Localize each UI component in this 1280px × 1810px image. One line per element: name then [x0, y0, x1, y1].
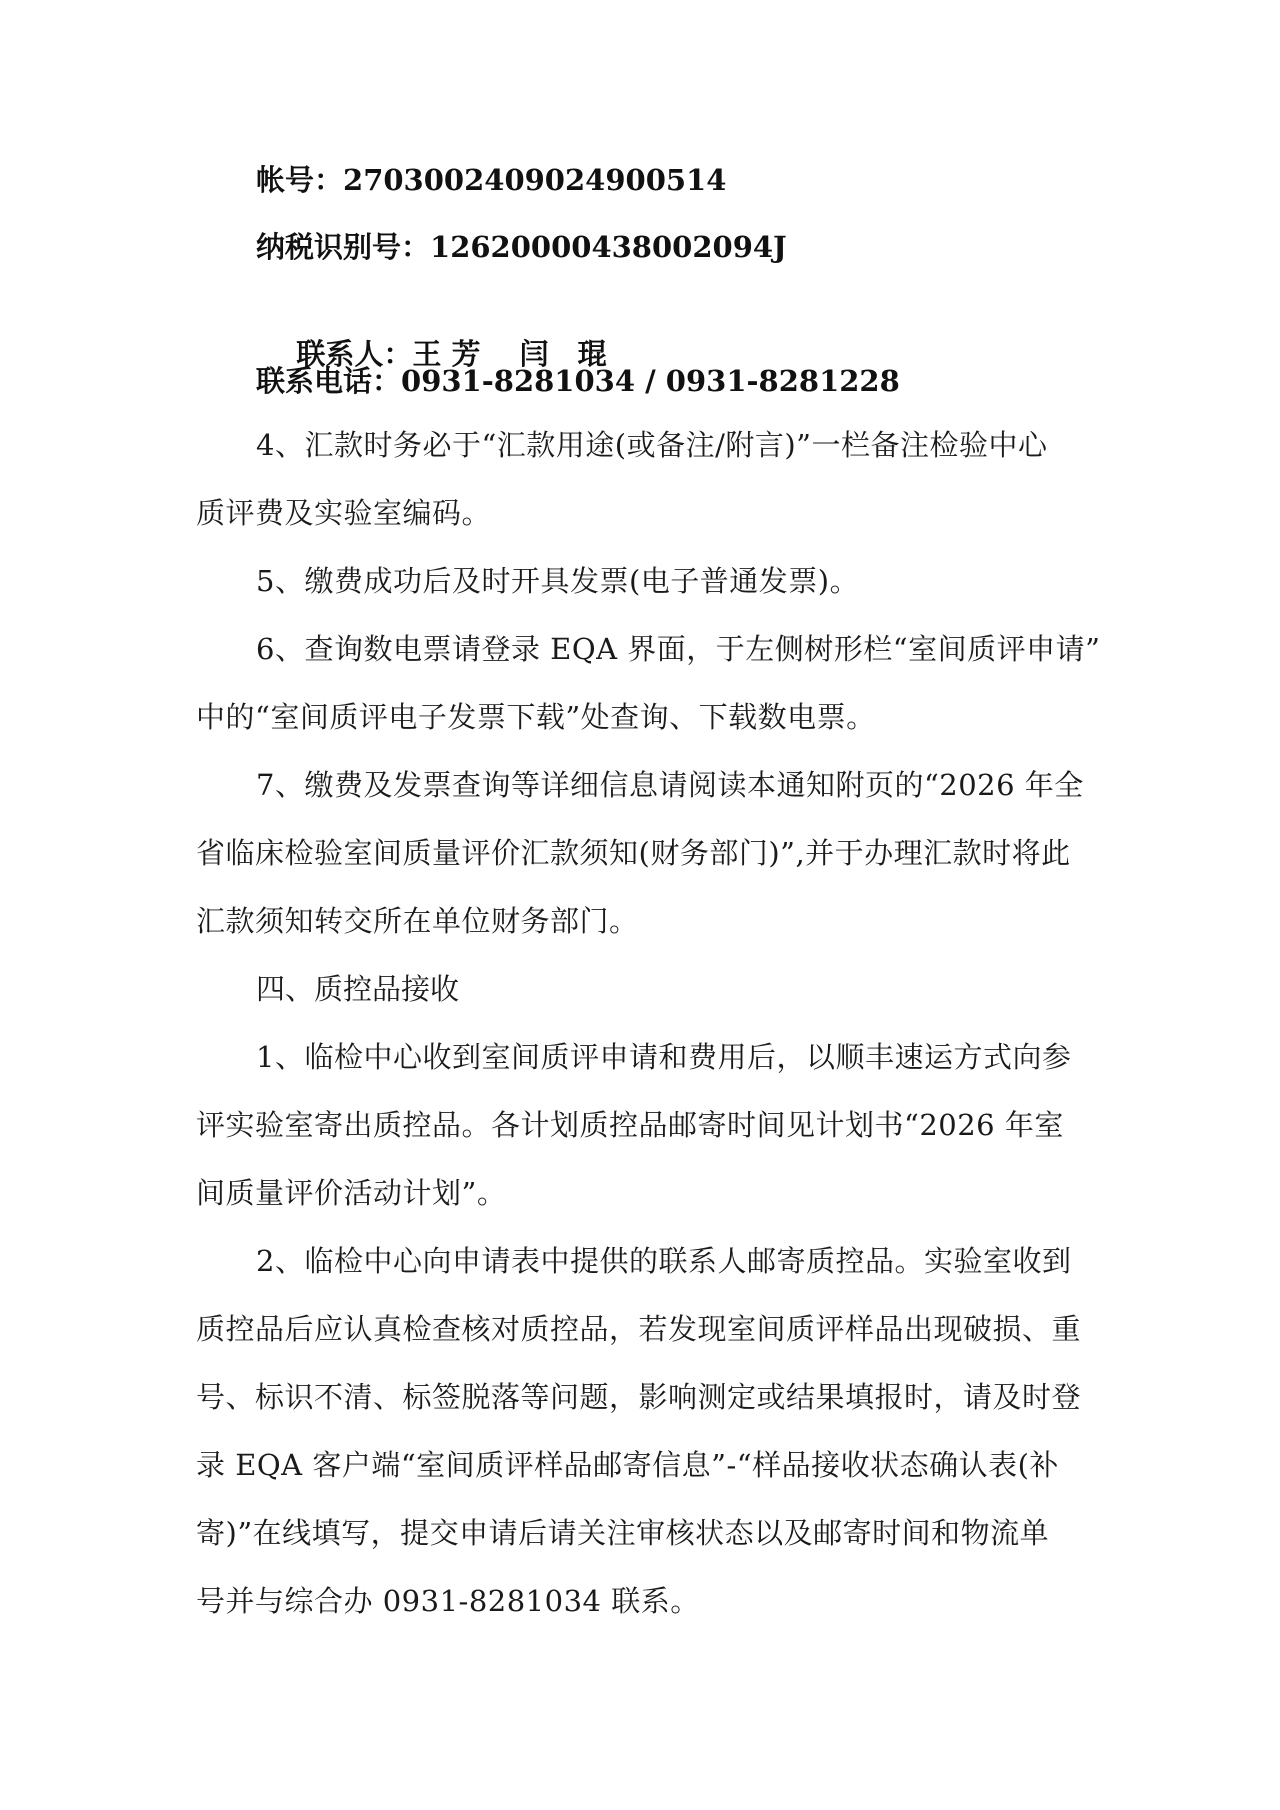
section-4-p2-line-6: 号并与综合办 0931-8281034 联系。 [196, 1584, 700, 1618]
item-4-line-1: 4、汇款时务必于“汇款用途(或备注/附言)”一栏备注检验中心 [256, 428, 1048, 462]
section-4-paragraph-2 [196, 1227, 1096, 1635]
item-7-paragraph [196, 751, 1096, 955]
section-4-heading: 四、质控品接收 [256, 972, 460, 1006]
section-4-p1-line-1: 1、临检中心收到室间质评申请和费用后，以顺丰速运方式向参 [256, 1040, 1072, 1074]
section-4-p2-line-3: 号、标识不清、标签脱落等问题，影响测定或结果填报时，请及时登 [196, 1380, 1082, 1414]
phone-label: 联系电话： [256, 364, 402, 398]
section-4-paragraph-1 [196, 1023, 1096, 1227]
account-line [256, 160, 1096, 200]
phone-line [256, 361, 1096, 401]
contacts-value: 王 芳 闫 琨 [412, 337, 607, 371]
item-7-line-2: 省临床检验室间质量评价汇款须知(财务部门)”,并于办理汇款时将此 [196, 836, 1071, 870]
item-4-paragraph [196, 411, 1096, 547]
account-label: 帐号： [256, 163, 344, 197]
tax-id-value: 12620000438002094J [430, 230, 787, 264]
account-value: 270300240902490051​4 [343, 163, 727, 197]
item-5-paragraph [196, 547, 1096, 615]
section-4-p2-line-2: 质控品后应认真检查核对质控品，若发现室间质评样品出现破损、重 [196, 1312, 1082, 1346]
item-7-line-1: 7、缴费及发票查询等详细信息请阅读本通知附页的“2026 年全 [256, 768, 1084, 802]
section-4-p1-line-3: 间质量评价活动计划”。 [196, 1176, 507, 1210]
item-6-line-1: 6、查询数电票请登录 EQA 界面，于左侧树形栏“室间质评申请” [256, 632, 1101, 666]
contacts-label: 联系人： [296, 337, 413, 371]
section-4-p2-line-5: 寄)”在线填写，提交申请后请关注审核状态以及邮寄时间和物流单 [196, 1516, 1050, 1550]
section-4-p2-line-1: 2、临检中心向申请表中提供的联系人邮寄质控品。实验室收到 [256, 1244, 1072, 1278]
document-page [196, 160, 1101, 1635]
contacts-line [256, 294, 1096, 371]
section-4-p1-line-2: 评实验室寄出质控品。各计划质控品邮寄时间见计划书“2026 年室 [196, 1108, 1064, 1142]
tax-id-line [256, 227, 1096, 267]
tax-id-label: 纳税识别号： [256, 230, 431, 264]
item-7-line-3: 汇款须知转交所在单位财务部门。 [196, 904, 639, 938]
item-4-line-2: 质评费及实验室编码。 [196, 496, 492, 530]
phone-value: 0931-8281034 / 0931-8281228 [401, 364, 900, 398]
item-6-paragraph [196, 615, 1101, 751]
item-5-line-1: 5、缴费成功后及时开具发票(电子普通发票)。 [256, 564, 860, 598]
section-4-p2-line-4: 录 EQA 客户端“室间质评样品邮寄信息”-“样品接收状态确认表(补 [196, 1448, 1059, 1482]
item-6-line-2: 中的“室间质评电子发票下载”处查询、下载数电票。 [196, 700, 876, 734]
